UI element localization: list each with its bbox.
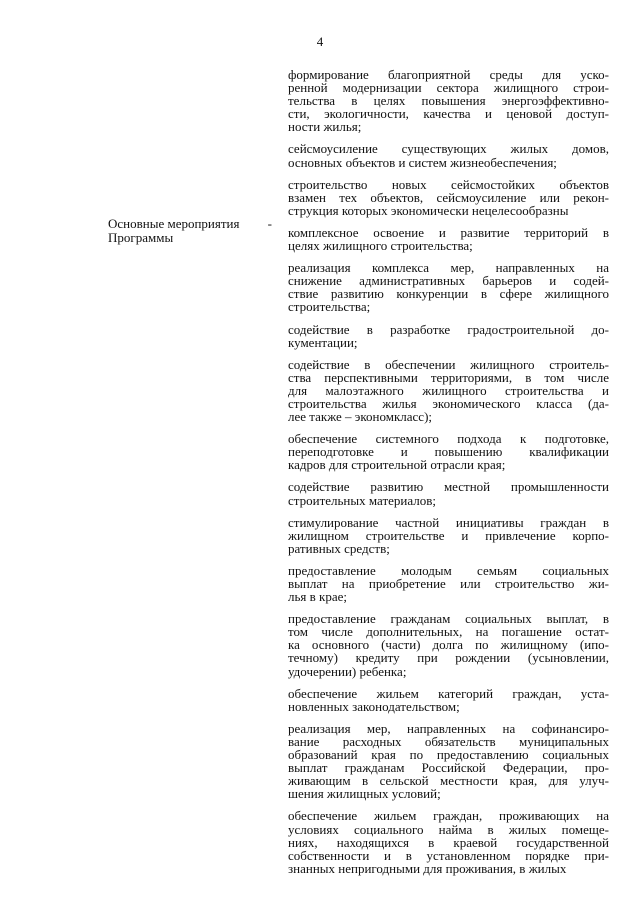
text-line: строительства жилья экономического класса (да- (288, 395, 609, 411)
text-line: взамен тех объектов, сейсмоусиление или рекон- (288, 189, 609, 205)
text-line: образований края по предоставлению социальных (288, 747, 609, 763)
text-line: струкция которых экономически нецелесообразны (288, 202, 569, 218)
measure-paragraph (288, 612, 609, 677)
text-line: том числе дополнительных, на погашение остат- (288, 624, 609, 640)
text-line: течному) кредиту при рождении (усыновлении, (288, 650, 609, 666)
text-line: ренной модернизации сектора жилищного строи- (288, 80, 609, 96)
text-line: строительство новых сейсмостойких объектов (288, 176, 609, 192)
section-label (108, 217, 278, 244)
text-line: реализация комплекса мер, направленных на (288, 260, 609, 276)
text-line: шения жилищных условий; (288, 786, 441, 802)
text-line: основных объектов и систем жизнеобеспечения; (288, 154, 557, 170)
text-line: обеспечение жильем граждан, проживающих на (288, 808, 609, 824)
text-line: стимулирование частной инициативы граждан в (288, 514, 609, 530)
text-line: ративных средств; (288, 540, 390, 556)
text-line: для малоэтажного жилищного строительства и (288, 382, 609, 398)
text-line: снижение административных барьеров и содей- (288, 273, 609, 289)
text-line: жилищном строительстве и привлечение корпо- (288, 527, 609, 543)
text-line: переподготовке и повышению квалификации (288, 444, 609, 460)
text-line: обеспечение жильем категорий граждан, уста- (288, 685, 609, 701)
text-line: предоставление молодым семьям социальных (288, 562, 609, 578)
text-line: условиях социального найма в жилых помеще- (288, 821, 609, 837)
measure-paragraph (288, 432, 609, 471)
measure-paragraph (288, 178, 609, 217)
text-line: целях жилищного строительства; (288, 238, 473, 254)
section-label-line2: Программы (108, 229, 174, 245)
text-line: знанных непригодными для проживания, в жилых (288, 860, 567, 876)
section-label-line1: Основные мероприятия (108, 216, 240, 231)
page-number: 4 (316, 34, 324, 49)
text-line: содействие в разработке градостроительной до- (288, 321, 609, 337)
text-line: собственности и в установленном порядке при- (288, 847, 609, 863)
text-line: вание расходных обязательств муниципальных (288, 733, 609, 749)
measure-paragraph (288, 226, 609, 252)
text-line: новленных законодательством; (288, 698, 460, 714)
measure-paragraph (288, 564, 609, 603)
text-line: сейсмоусиление существующих жилых домов, (288, 141, 609, 157)
measure-paragraph (288, 261, 609, 313)
text-line: содействие развитию местной промышленности (288, 479, 609, 495)
measure-paragraph (288, 722, 609, 801)
text-line: реализация мер, направленных на софинансиро- (288, 720, 609, 736)
text-line: сти, экологичности, качества и ценовой доступ- (288, 106, 609, 122)
text-line: тельства в целях повышения энергоэффективно- (288, 93, 609, 109)
section-label-dash: - (267, 216, 272, 231)
measure-paragraph (288, 516, 609, 555)
measure-paragraph (288, 358, 609, 423)
text-line: лее также – экономкласс); (288, 409, 433, 425)
text-line: ниях, находящихся в краевой государственной (288, 834, 609, 850)
text-line: обеспечение системного подхода к подготовке, (288, 431, 609, 447)
text-line: комплексное освоение и развитие территорий в (288, 224, 609, 240)
text-line: предоставление гражданам социальных выплат, в (288, 611, 609, 627)
text-line: ства перспективными территориями, в том числе (288, 369, 609, 385)
text-line: лья в крае; (288, 589, 348, 605)
measure-paragraph (288, 809, 609, 874)
text-line: формирование благоприятной среды для уско- (288, 67, 609, 82)
measures-list (288, 68, 609, 884)
measure-paragraph (288, 142, 609, 168)
text-line: ствие развитию конкуренции в сфере жилищного (288, 286, 609, 302)
text-line: кадров для строительной отрасли края; (288, 457, 506, 473)
text-line: ности жилья; (288, 119, 362, 135)
text-line: строительства; (288, 299, 371, 315)
text-line: выплат на приобретение или строительство жи- (288, 576, 609, 591)
text-line: содействие в обеспечении жилищного строитель- (288, 356, 609, 372)
measure-paragraph (288, 68, 609, 133)
text-line: удочерении) ребенка; (288, 663, 407, 679)
text-line: кументации; (288, 334, 358, 350)
measure-paragraph (288, 323, 609, 349)
measure-paragraph (288, 480, 609, 506)
text-line: живающим в сельской местности края, для улуч- (288, 773, 609, 789)
measure-paragraph (288, 687, 609, 713)
text-line: строительных материалов; (288, 492, 436, 508)
text-line: ка основного (части) долга по жилищному (ипо- (288, 637, 609, 653)
text-line: выплат гражданам Российской Федерации, про- (288, 760, 609, 776)
